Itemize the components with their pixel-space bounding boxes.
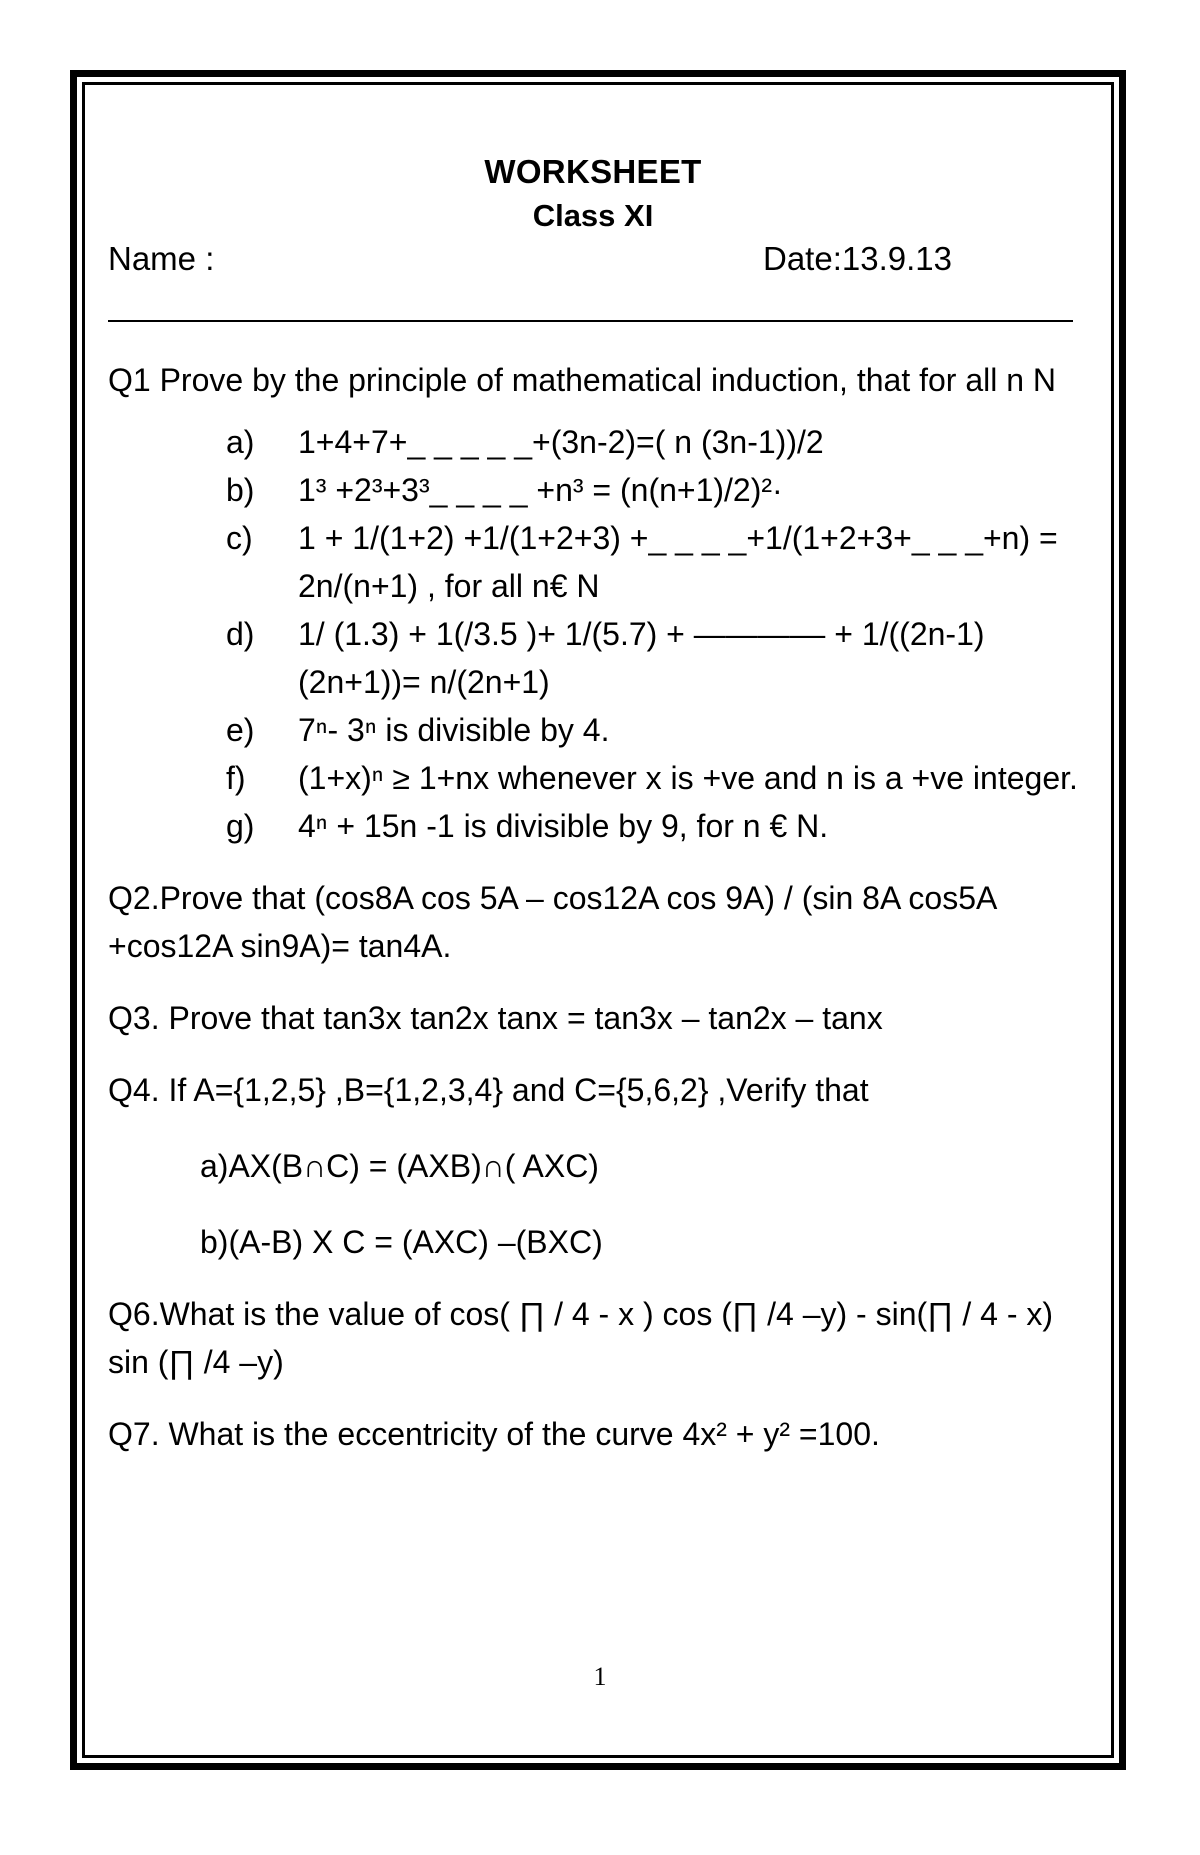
list-item <box>226 610 1078 706</box>
question-2: Q2.Prove that (cos8A cos 5A – cos12A cos 9A) / (sin 8A cos5A +cos12A sin9A)= tan4A. <box>108 880 996 964</box>
question-7: Q7. What is the eccentricity of the curve 4x² + y² =100. <box>108 1416 880 1452</box>
item-text: 1 + 1/(1+2) +1/(1+2+3) +_ _ _ _+1/(1+2+3+_ _ _+n) = 2n/(n+1) , for all n€ N <box>298 520 1058 604</box>
item-text: 4ⁿ + 15n -1 is divisible by 9, for n € N. <box>298 808 829 844</box>
item-label: d) <box>226 616 255 652</box>
item-label: e) <box>226 712 255 748</box>
question-1: Q1 Prove by the principle of mathematical induction, that for all n N <box>108 362 1057 398</box>
list-item <box>226 418 1078 466</box>
question-6: Q6.What is the value of cos( ∏ / 4 - x ) cos (∏ /4 –y) - sin(∏ / 4 - x) sin (∏ /4 –y) <box>108 1296 1054 1380</box>
question-4-part-b: b)(A-B) X C = (AXC) –(BXC) <box>200 1224 603 1260</box>
item-text: 1+4+7+_ _ _ _ _+(3n-2)=( n (3n-1))/2 <box>298 424 824 460</box>
worksheet-page <box>108 150 1078 1458</box>
item-text: 7ⁿ- 3ⁿ is divisible by 4. <box>298 712 610 748</box>
question-4: Q4. If A={1,2,5} ,B={1,2,3,4} and C={5,6,2} ,Verify that <box>108 1072 869 1108</box>
date-label: Date:13.9.13 <box>763 240 952 277</box>
list-item <box>226 514 1078 610</box>
item-label: f) <box>226 760 246 796</box>
list-item <box>226 754 1078 802</box>
item-label: c) <box>226 520 253 556</box>
item-text: 1³ +2³+3³_ _ _ _ +n³ = (n(n+1)/2)²· <box>298 472 783 508</box>
list-item <box>226 802 1078 850</box>
header-meta <box>108 238 1078 290</box>
name-label: Name : <box>108 240 215 277</box>
item-text: 1/ (1.3) + 1(/3.5 )+ 1/(5.7) + ———–– + 1/((2n-1)(2n+1))= n/(2n+1) <box>298 616 985 700</box>
item-label: g) <box>226 808 255 844</box>
item-label: b) <box>226 472 255 508</box>
list-item <box>226 466 1078 514</box>
list-item <box>226 706 1078 754</box>
worksheet-title: WORKSHEET <box>484 153 702 190</box>
question-1-items <box>108 418 1078 850</box>
page-number: 1 <box>593 1662 607 1691</box>
question-4-part-a: a)AX(B∩C) = (AXB)∩( AXC) <box>200 1148 599 1184</box>
header-divider <box>108 320 1073 322</box>
class-subtitle: Class XI <box>532 198 654 233</box>
item-text: (1+x)ⁿ ≥ 1+nx whenever x is +ve and n is a +ve integer. <box>298 760 1078 796</box>
question-3: Q3. Prove that tan3x tan2x tanx = tan3x – tan2x – tanx <box>108 1000 883 1036</box>
item-label: a) <box>226 424 255 460</box>
